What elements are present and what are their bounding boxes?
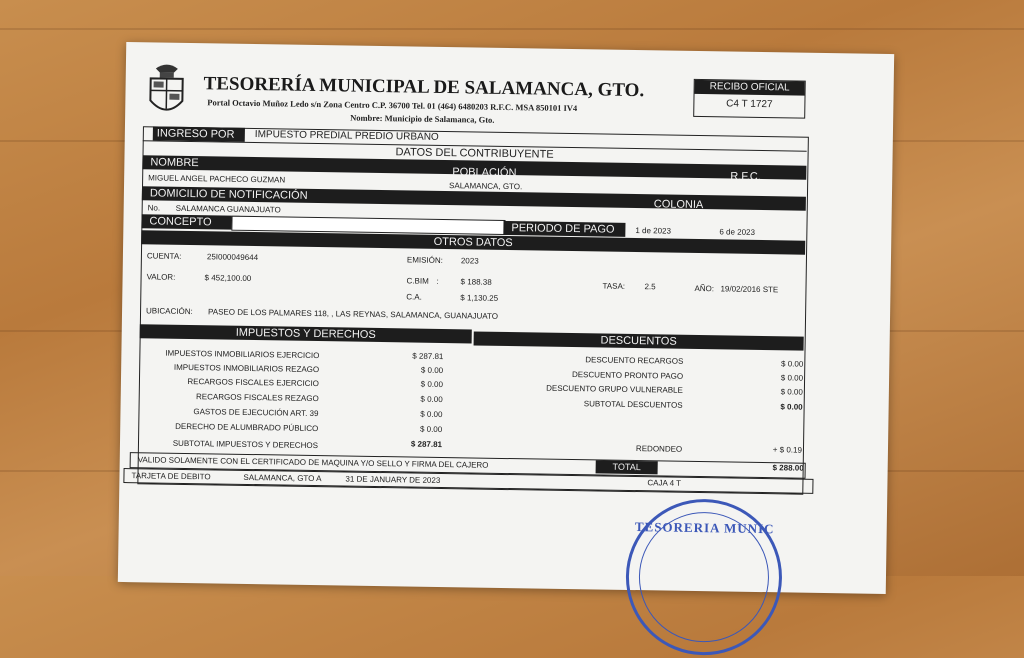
total-value: $ 288.00 — [744, 463, 804, 473]
descuentos-row-label: DESCUENTO RECARGOS — [513, 354, 683, 366]
impuestos-title: IMPUESTOS Y DERECHOS — [140, 324, 472, 343]
impuestos-subtotal-label: SUBTOTAL IMPUESTOS Y DERECHOS — [146, 438, 318, 450]
ano-label: AÑO: — [694, 284, 714, 293]
ca-value: $ 1,130.25 — [460, 293, 498, 303]
impuestos-row-label: RECARGOS FISCALES EJERCICIO — [147, 376, 319, 388]
impuestos-row-value: $ 0.00 — [383, 379, 443, 389]
descuentos-row-label: DESCUENTO PRONTO PAGO — [513, 369, 683, 381]
cuenta-value: 25I000049644 — [207, 252, 258, 262]
ubicacion-value: PASEO DE LOS PALMARES 118, , LAS REYNAS, SALAMANCA, GUANAJUATO — [208, 307, 498, 321]
nombre-value: MIGUEL ANGEL PACHECO GUZMAN — [148, 173, 285, 184]
valor-label: VALOR: — [147, 272, 176, 281]
valor-value: $ 452,100.00 — [205, 273, 252, 283]
forma-pago: TARJETA DE DEBITO — [131, 471, 210, 481]
receipt-box — [693, 79, 806, 119]
ingreso-value: IMPUESTO PREDIAL PREDIO URBANO — [255, 129, 439, 143]
poblacion-value: SALAMANCA, GTO. — [449, 181, 522, 191]
ingreso-label: INGRESO POR — [153, 126, 245, 141]
fecha: 31 DE JANUARY DE 2023 — [345, 474, 440, 484]
header-title: TESORERÍA MUNICIPAL DE SALAMANCA, GTO. — [203, 73, 644, 102]
receipt-label: RECIBO OFICIAL — [695, 80, 805, 96]
cbim-label: C.BIM — [406, 276, 428, 285]
wood-grain — [0, 28, 1024, 30]
descuentos-row-label: SUBTOTAL DESCUENTOS — [513, 398, 683, 410]
domicilio-value: SALAMANCA GUANAJUATO — [176, 204, 281, 215]
impuestos-row-value: $ 0.00 — [383, 394, 443, 404]
cbim-value: $ 188.38 — [460, 277, 491, 286]
periodo-desde: 1 de 2023 — [635, 226, 671, 236]
impuestos-row-label: IMPUESTOS INMOBILIARIOS EJERCICIO — [147, 348, 319, 360]
domicilio-label: DOMICILIO DE NOTIFICACIÓN — [150, 186, 308, 202]
cbim-colon: : — [436, 277, 438, 286]
descuentos-title: DESCUENTOS — [474, 331, 804, 350]
descuentos-row-value: $ 0.00 — [743, 402, 803, 412]
ca-label: C.A. — [406, 292, 422, 301]
receipt-number: C4 T 1727 — [694, 98, 804, 111]
periodo-hasta: 6 de 2023 — [719, 227, 755, 237]
colonia-label: COLONIA — [654, 197, 704, 212]
impuestos-row-value: $ 0.00 — [382, 409, 442, 419]
coat-of-arms-logo — [145, 62, 188, 121]
caja: CAJA 4 T — [647, 478, 681, 488]
otros-datos-title: OTROS DATOS — [141, 230, 805, 254]
validez-text: VALIDO SOLAMENTE CON EL CERTIFICADO DE MAQUINA Y/O SELLO Y FIRMA DEL CAJERO — [138, 455, 489, 470]
impuestos-row-value: $ 287.81 — [383, 351, 443, 361]
impuestos-row-label: GASTOS DE EJECUCIÓN ART. 39 — [146, 406, 318, 418]
impuestos-row-label: IMPUESTOS INMOBILIARIOS REZAGO — [147, 362, 319, 374]
contribuyente-title: DATOS DEL CONTRIBUYENTE — [143, 142, 807, 164]
official-stamp — [625, 498, 783, 656]
tasa-label: TASA: — [602, 282, 625, 291]
emision-label: EMISIÓN: — [407, 255, 443, 265]
lugar: SALAMANCA, GTO A — [243, 473, 321, 483]
header-address: Portal Octavio Muñoz Ledo s/n Zona Centro C.P. 36700 Tel. 01 (464) 6480203 R.F.C. MSA 850101 IV4 — [207, 97, 577, 113]
impuestos-subtotal-value: $ 287.81 — [382, 439, 442, 449]
periodo-label: PERIODO DE PAGO — [503, 221, 625, 237]
impuestos-row-value: $ 0.00 — [383, 365, 443, 375]
poblacion-label: POBLACIÓN — [452, 165, 516, 180]
total-label: TOTAL — [596, 460, 658, 474]
tasa-value: 2.5 — [644, 282, 655, 291]
ubicacion-label: UBICACIÓN: — [146, 306, 193, 316]
nombre-label: NOMBRE — [150, 155, 198, 170]
descuentos-row-value: $ 0.00 — [743, 373, 803, 383]
descuentos-row-value: $ 0.00 — [743, 387, 803, 397]
rfc-label: R.F.C. — [730, 170, 761, 184]
domicilio-no: No. — [148, 203, 161, 212]
impuestos-row-label: RECARGOS FISCALES REZAGO — [147, 391, 319, 403]
impuestos-row-label: DERECHO DE ALUMBRADO PÚBLICO — [146, 421, 318, 433]
header-name-line: Nombre: Municipio de Salamanca, Gto. — [350, 113, 494, 125]
descuentos-row-value: $ 0.00 — [743, 359, 803, 369]
cuenta-label: CUENTA: — [147, 251, 182, 261]
descuentos-row-label: DESCUENTO GRUPO VULNERABLE — [513, 383, 683, 395]
stamp-text: TESORERIA MUNIC — [630, 519, 780, 537]
redondeo-value: + $ 0.19 — [742, 445, 802, 455]
emision-value: 2023 — [461, 256, 479, 265]
redondeo-label: REDONDEO — [636, 444, 682, 454]
ano-value: 19/02/2016 STE — [720, 284, 778, 294]
concepto-label: CONCEPTO — [141, 214, 239, 230]
receipt-paper — [118, 42, 894, 594]
impuestos-row-value: $ 0.00 — [382, 424, 442, 434]
